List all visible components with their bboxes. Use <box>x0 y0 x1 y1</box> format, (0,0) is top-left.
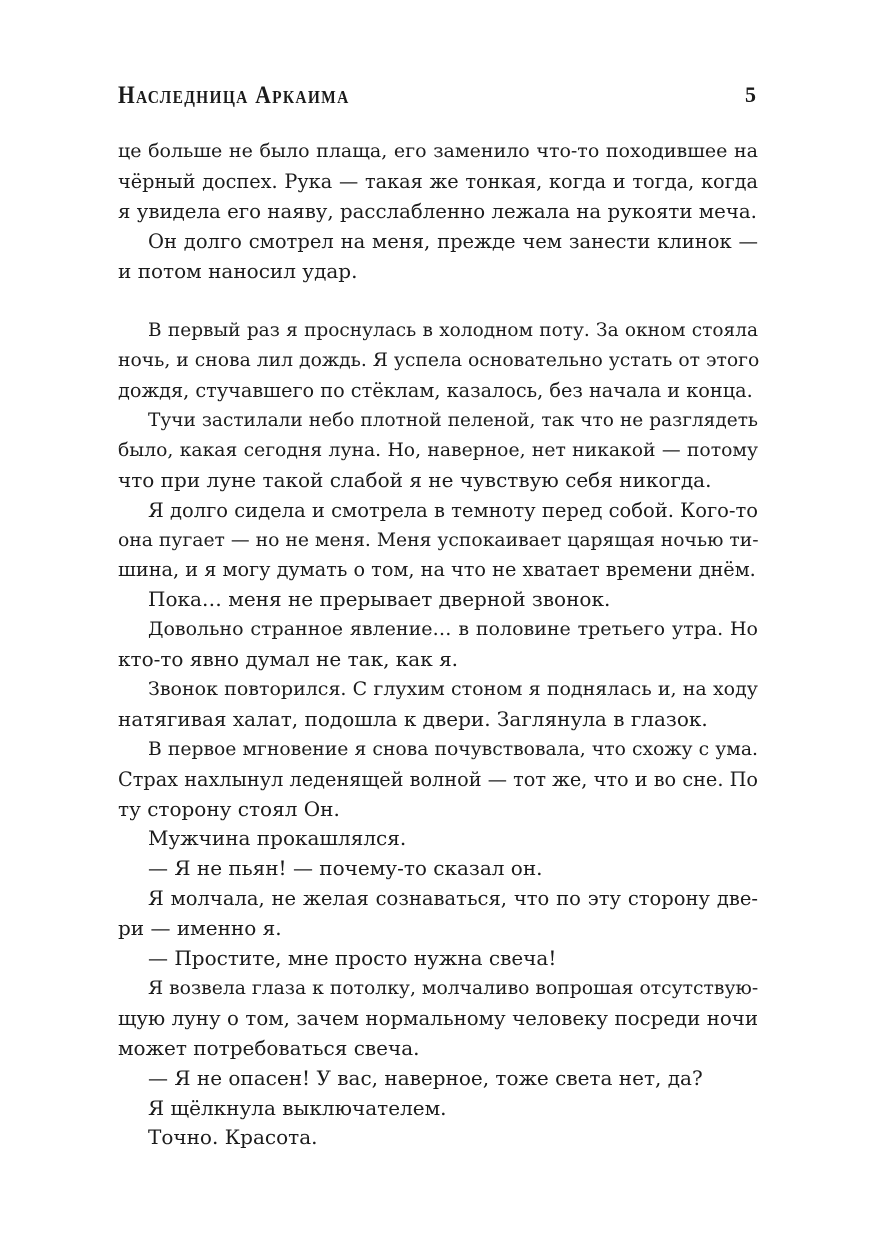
text-line: Я долго сидела и смотрела в темноту перед собой. Кого-то <box>148 498 759 522</box>
text-line: Я возвела глаза к потолку, молчаливо вопрошая отсутствую- <box>148 977 759 999</box>
text-line: Довольно странное явление… в половине третьего утра. Но <box>148 618 758 641</box>
text-line: В первый раз я проснулась в холодном поту. За окном стояла <box>148 320 758 342</box>
text-line: что при луне такой слабой я не чувствую себя никогда. <box>118 467 712 492</box>
text-line: Точно. Красота. <box>148 1125 318 1150</box>
text-line: — Я не опасен! У вас, наверное, тоже света нет, да? <box>148 1065 703 1090</box>
text-line: — Я не пьян! — почему-то сказал он. <box>148 856 543 881</box>
text-line: кто-то явно думал не так, как я. <box>118 647 459 672</box>
page-header <box>118 82 758 112</box>
page-number: 5 <box>745 82 756 107</box>
text-line: Мужчина прокашлялся. <box>148 826 407 851</box>
text-line: она пугает — но не меня. Меня успокаивает царящая ночью ти- <box>118 529 759 551</box>
body-text <box>118 137 758 1153</box>
text-line: Пока… меня не прерывает дверной звонок. <box>148 587 611 612</box>
text-line: Звонок повторился. С глухим стоном я поднялась и, на ходу <box>148 678 758 701</box>
text-line: чёрный доспех. Рука — такая же тонкая, когда и тогда, когда <box>118 169 758 193</box>
text-line: шина, и я могу думать о том, на что не хватает времени днём. <box>118 558 756 582</box>
text-line: Тучи застилали небо плотной пеленой, так что не разглядеть <box>148 410 758 432</box>
text-line: Страх нахлынул леденящей волной — тот же, что и во сне. По <box>118 767 758 791</box>
text-line: Я молчала, не желая сознаваться, что по эту сторону две- <box>148 887 758 911</box>
text-line: Он долго смотрел на меня, прежде чем занести клинок — <box>148 229 758 253</box>
text-line: В первое мгновение я снова почувствовала, что схожу с ума. <box>148 738 758 760</box>
text-line: я увидела его наяву, расслабленно лежала на рукояти меча. <box>118 199 757 223</box>
text-line: натягивая халат, подошла к двери. Заглянула в глазок. <box>118 706 708 731</box>
text-line: и потом наносил удар. <box>118 258 358 283</box>
text-line: было, какая сегодня луна. Но, наверное, нет никакой — потому <box>118 439 758 461</box>
text-line: це больше не было плаща, его заменило что-то походившее на <box>118 140 758 162</box>
text-line: ри — именно я. <box>118 916 282 941</box>
text-line: щую луну о том, зачем нормальному человеку посреди ночи <box>118 1006 758 1030</box>
text-line: Я щёлкнула выключателем. <box>148 1095 447 1120</box>
text-line: дождя, стучавшего по стёклам, казалось, без начала и конца. <box>118 379 753 403</box>
text-line: — Простите, мне просто нужна свеча! <box>148 946 557 971</box>
text-line: может потребоваться свеча. <box>118 1035 420 1060</box>
running-title: Наследница Аркаима <box>118 82 350 109</box>
text-line: ту сторону стоял Он. <box>118 796 340 821</box>
section-break <box>118 286 758 316</box>
text-line: ночь, и снова лил дождь. Я успела основательно устать от этого <box>118 350 760 372</box>
